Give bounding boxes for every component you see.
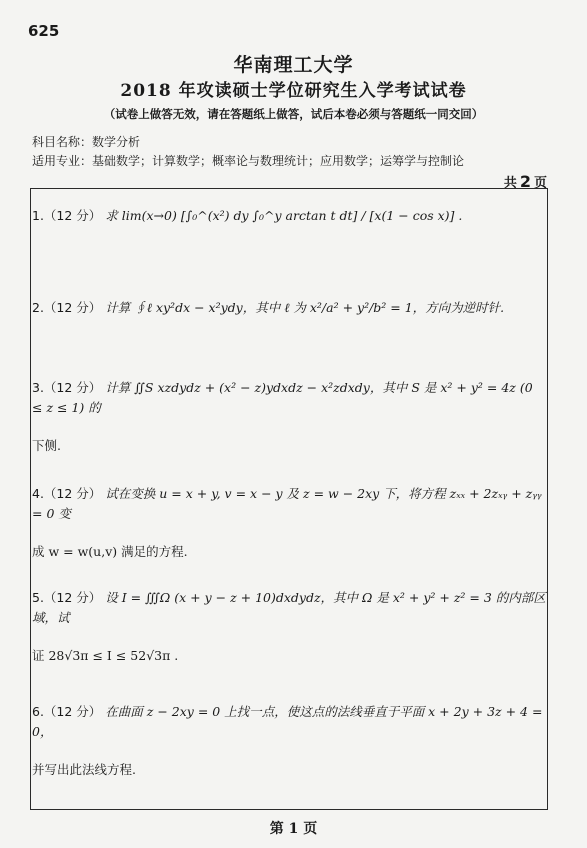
question-label: 6.（12 分） [32, 704, 102, 719]
question-3 [32, 378, 546, 456]
question-4 [32, 484, 546, 562]
question-text: 在曲面 z − 2xy = 0 上找一点，使这点的法线垂直于平面 x + 2y + 3z + 4 = 0， [32, 704, 543, 739]
question-label: 4.（12 分） [32, 486, 102, 501]
question-label: 3.（12 分） [32, 380, 102, 395]
exam-notice: （试卷上做答无效，请在答题纸上做答，试后本卷必须与答题纸一同交回） [103, 107, 484, 121]
question-text-continued: 并写出此法线方程. [32, 762, 136, 777]
subject-name: 科目名称：数学分析 [32, 135, 141, 149]
question-text: 计算 ∮ℓ xy²dx − x²ydy，其中 ℓ 为 x²/a² + y²/b² = 1，方向为逆时针. [105, 300, 505, 315]
question-label: 1.（12 分） [32, 208, 102, 223]
page-number: 第 1 页 [269, 821, 318, 837]
question-label: 5.（12 分） [32, 590, 102, 605]
applicable-majors: 适用专业：基础数学；计算数学；概率论与数理统计；应用数学；运筹学与控制论 [32, 154, 465, 168]
exam-code: 625 [28, 22, 60, 40]
question-6 [32, 702, 546, 780]
question-text-continued: 证 28√3π ≤ I ≤ 52√3π . [32, 648, 179, 663]
question-5 [32, 588, 546, 666]
pages-suffix: 页 [533, 176, 547, 191]
question-1 [32, 206, 546, 226]
exam-title: 2018 年攻读硕士学位研究生入学考试试卷 [120, 81, 467, 101]
question-text: 求 lim(x→0) [∫₀^(x²) dy ∫₀^y arctan t dt] / [x(1 − cos x)] . [105, 208, 463, 223]
university-name: 华南理工大学 [233, 54, 354, 76]
pages-prefix: 共 [503, 176, 517, 191]
question-text-continued: 下侧. [32, 438, 61, 453]
question-text: 计算 ∬S xzdydz + (x² − z)ydxdz − x²zdxdy，其中 S 是 x² + y² = 4z (0 ≤ z ≤ 1) 的 [32, 380, 533, 415]
question-label: 2.（12 分） [32, 300, 102, 315]
question-text-continued: 成 w = w(u,v) 满足的方程. [32, 544, 188, 559]
question-2 [32, 298, 546, 318]
question-text: 设 I = ∭Ω (x + y − z + 10)dxdydz，其中 Ω 是 x² + y² + z² = 3 的内部区域，试 [32, 590, 546, 625]
pages-total: 2 [519, 172, 531, 191]
question-text: 试在变换 u = x + y, v = x − y 及 z = w − 2xy 下，将方程 zₓₓ + 2zₓᵧ + zᵧᵧ = 0 变 [32, 486, 542, 521]
